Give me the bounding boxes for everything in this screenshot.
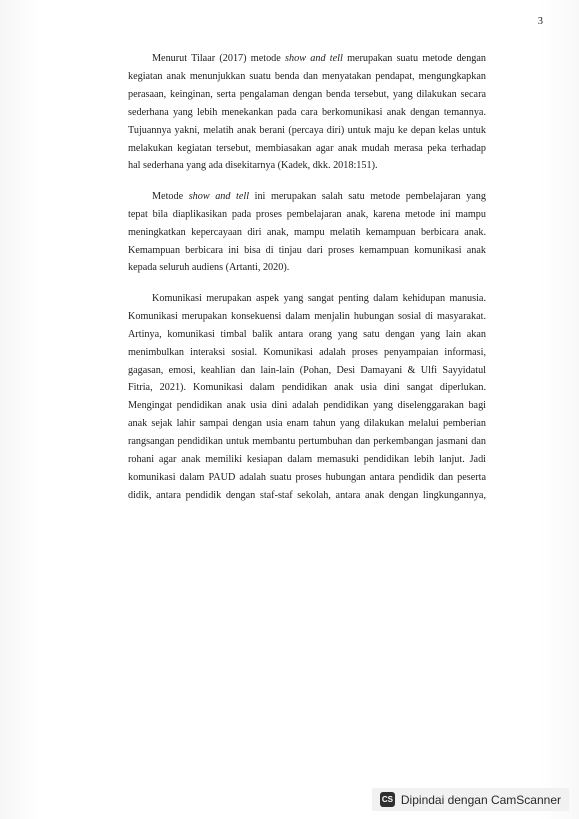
- text-line: meningkatkan kepercayaan diri anak, mampu melatih kemampuan berbicara anak.: [128, 226, 486, 238]
- text-line: kepada seluruh audiens (Artanti, 2020).: [128, 262, 290, 274]
- text-line: gagasan, emosi, keahlian dan lain-lain (Pohan, Desi Damayani & Ulfi Sayyidatul: [128, 364, 486, 376]
- text-line: tepat bila diaplikasikan pada proses pembelajaran anak, karena metode ini mampu: [128, 208, 486, 220]
- emphasis: show and tell: [188, 190, 250, 202]
- text-line: Fitria, 2021). Komunikasi dalam pendidikan anak usia dini sangat diperlukan.: [128, 382, 486, 394]
- text-line: Menurut Tilaar (2017) metode show and tell merupakan suatu metode dengan: [152, 53, 487, 64]
- camscanner-watermark: [372, 788, 569, 811]
- text-line: menimbulkan interaksi sosial. Komunikasi adalah proses penyampaian informasi,: [128, 346, 486, 358]
- text-line: Tujuannya yakni, melatih anak berani (percaya diri) untuk maju ke depan kelas untuk: [128, 124, 486, 136]
- page-number: 3: [537, 16, 543, 27]
- text-line: anak sejak lahir sampai dengan usia enam tahun yang dilakukan melalui pemberian: [128, 418, 486, 430]
- body-text: [128, 50, 486, 517]
- paragraph: [128, 50, 486, 175]
- text-line: komunikasi dalam PAUD adalah suatu proses hubungan antara pendidik dan peserta: [128, 471, 486, 483]
- text-line: didik, antara pendidik dengan staf-staf sekolah, antara anak dengan lingkungannya,: [128, 489, 486, 501]
- text-line: kegiatan anak menunjukkan suatu benda dan menyatakan pendapat, mengungkapkan: [128, 70, 486, 82]
- text-line: rohani agar anak memiliki kesiapan dalam memasuki pendidikan lebih lanjut. Jadi: [128, 454, 486, 466]
- text-line: Mengingat pendidikan anak usia dini adalah pendidikan yang diselenggarakan bagi: [128, 400, 486, 412]
- text-line: melakukan kegiatan tersebut, membiasakan agar anak mudah merasa peka terhadap: [128, 142, 486, 154]
- text-line: sederhana yang lebih menekankan pada cara berkomunikasi anak dengan temannya.: [128, 106, 486, 118]
- text-line: Kemampuan berbicara ini bisa di tinjau dari proses kemampuan komunikasi anak: [128, 244, 486, 256]
- text-line: Metode show and tell ini merupakan salah satu metode pembelajaran yang: [152, 190, 486, 202]
- text-line: Komunikasi merupakan aspek yang sangat penting dalam kehidupan manusia.: [152, 292, 486, 304]
- text-line: Artinya, komunikasi timbal balik antara orang yang satu dengan yang lain akan: [128, 328, 486, 340]
- camscanner-logo-icon: CS: [380, 792, 395, 807]
- text-line: Komunikasi merupakan konsekuensi dalam menjalin hubungan sosial di masyarakat.: [128, 310, 486, 322]
- paragraph: [128, 290, 486, 505]
- text-line: rangsangan pendidikan untuk membantu pertumbuhan dan perkembangan jasmani dan: [128, 436, 486, 448]
- camscanner-label: Dipindai dengan CamScanner: [400, 792, 561, 807]
- paragraph: [128, 188, 486, 278]
- text-line: hal sederhana yang ada disekitarnya (Kadek, dkk. 2018:151).: [128, 160, 378, 172]
- emphasis: show and tell: [285, 53, 343, 64]
- text-line: perasaan, keinginan, serta pengalaman dengan benda tersebut, yang dilakukan secara: [128, 88, 486, 100]
